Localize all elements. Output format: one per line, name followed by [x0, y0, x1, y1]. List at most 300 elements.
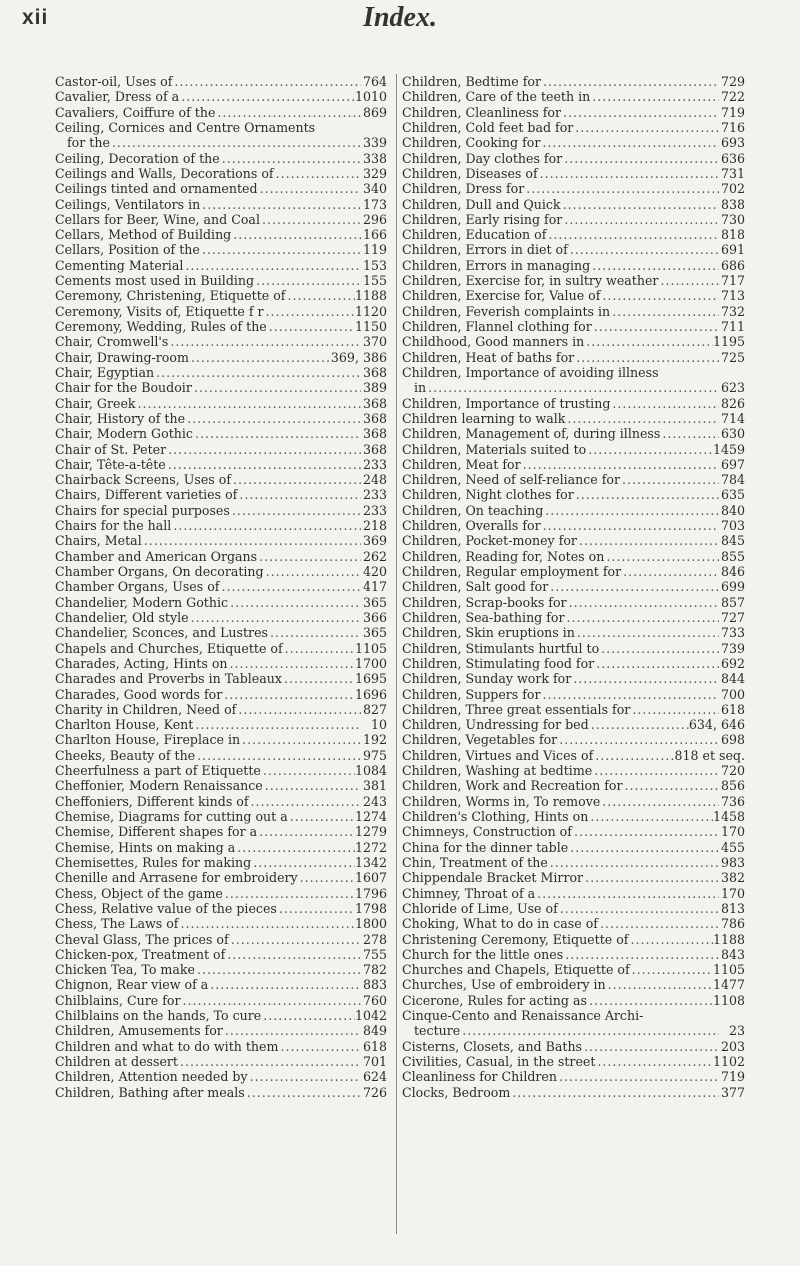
index-entry	[55, 1085, 387, 1100]
index-entry-page: 713	[720, 288, 745, 304]
index-entry-text: Cements most used in Building	[55, 273, 255, 289]
index-entry-page: 818 et seq.	[674, 747, 745, 763]
index-entry	[55, 518, 387, 533]
index-entry-page: 278	[362, 931, 387, 947]
index-entry	[55, 350, 387, 365]
index-entry-page: 377	[720, 1084, 745, 1100]
index-entry-text: Children, Stimulating food for	[402, 655, 595, 671]
index-entry	[402, 794, 745, 809]
index-entry-text: China for the dinner table	[402, 839, 569, 855]
dot-leader	[541, 518, 719, 533]
index-entry-text: Cellars, Position of the	[55, 242, 200, 258]
dot-leader	[599, 641, 719, 656]
index-entry-text: Children, Three great essentials for	[402, 701, 631, 717]
dot-leader	[168, 334, 361, 349]
index-entry-page: 634, 646	[688, 717, 745, 733]
dot-leader	[240, 732, 361, 747]
dot-leader	[630, 962, 713, 977]
index-entry-page: 369	[362, 533, 387, 549]
index-entry	[55, 457, 387, 472]
index-entry-page: 1342	[354, 854, 387, 870]
dot-leader	[195, 748, 361, 763]
index-entry-text: Cellars, Method of Building	[55, 227, 232, 243]
index-entry-page: 1695	[354, 671, 387, 687]
index-entry-text: Children, Overalls for	[402, 518, 541, 534]
index-entry-text: Ceilings tinted and ornamented	[55, 181, 258, 197]
dot-leader	[193, 717, 361, 732]
index-entry-page: 1477	[712, 977, 745, 993]
index-entry-page: 23	[728, 1023, 745, 1039]
index-entry	[402, 610, 745, 625]
index-entry-text: Chenille and Arrasene for embroidery	[55, 870, 298, 886]
index-entry	[55, 334, 387, 349]
index-entry-text: Children, Skin eruptions in	[402, 625, 575, 641]
index-entry-text: Children, Cooking for	[402, 135, 541, 151]
index-entry-text: Chairs, Different varieties of	[55, 487, 238, 503]
dot-leader	[628, 932, 712, 947]
index-entry	[402, 487, 745, 502]
index-entry-page: 1798	[354, 900, 387, 916]
index-entry-text: Children, Stimulants hurtful to	[402, 640, 600, 656]
index-entry-text: Castor-oil, Uses of	[55, 74, 173, 89]
index-entry-text: Chair, Tête-a-tête	[55, 456, 166, 472]
index-entry-page: 340	[362, 181, 387, 197]
index-entry-text: Chemise, Hints on making a	[55, 839, 236, 855]
dot-leader	[166, 457, 361, 472]
index-entry-page: 338	[362, 150, 387, 166]
dot-leader	[251, 855, 355, 870]
index-entry-page: 381	[362, 778, 387, 794]
index-entry	[55, 319, 387, 334]
index-entry-text: Chair, Drawing-room	[55, 349, 189, 365]
dot-leader	[288, 809, 355, 824]
index-entry-page: 389	[362, 380, 387, 396]
index-entry	[402, 1008, 745, 1023]
index-entry-page: 720	[720, 763, 745, 779]
index-entry-text: Children, Undressing for bed	[402, 717, 589, 733]
index-entry-text: Children learning to walk	[402, 410, 566, 426]
index-entry-text: Children, Care of the teeth in	[402, 89, 591, 105]
index-entry-text: Churches and Chapels, Etiquette of	[402, 962, 630, 978]
index-entry	[55, 380, 387, 395]
index-entry-text: Chair of St. Peter	[55, 441, 167, 457]
index-entry-text: Children, Heat of baths for	[402, 349, 575, 365]
dot-leader	[171, 518, 361, 533]
index-entry-page: 1696	[354, 686, 387, 702]
index-entry	[402, 166, 745, 181]
index-entry	[402, 962, 745, 977]
index-entry-page: 784	[720, 472, 745, 488]
index-entry-text: Children, Night clothes for	[402, 487, 574, 503]
index-entry-text: Children, Bathing after meals	[55, 1084, 245, 1100]
index-entry-text: Chilblains, Cure for	[55, 992, 181, 1008]
index-entry-page: 714	[720, 410, 745, 426]
index-entry	[402, 518, 745, 533]
index-entry-page: 755	[362, 946, 387, 962]
index-entry-page: 233	[362, 487, 387, 503]
index-entry-text: Children, Reading for, Notes on	[402, 548, 605, 564]
dot-leader	[524, 181, 719, 196]
dot-leader	[604, 549, 719, 564]
index-entry-page: 722	[720, 89, 745, 105]
index-entry-page: 845	[720, 533, 745, 549]
index-entry	[402, 151, 745, 166]
index-entry	[55, 288, 387, 303]
index-entry	[55, 120, 387, 135]
index-entry	[402, 671, 745, 686]
dot-leader	[658, 273, 719, 288]
dot-leader	[193, 426, 361, 441]
dot-leader	[565, 411, 719, 426]
index-entry	[55, 411, 387, 426]
dot-leader	[565, 610, 719, 625]
index-entry-text: Charlton House, Fireplace in	[55, 732, 241, 748]
dot-leader	[548, 855, 719, 870]
index-entry-text: Chandelier, Sconces, and Lustres	[55, 625, 268, 641]
index-entry-page: 846	[720, 564, 745, 579]
index-entry-page: 730	[720, 211, 745, 227]
index-entry-text: Cheeks, Beauty of the	[55, 747, 196, 763]
index-entry-text: for the	[67, 135, 110, 151]
index-entry-text: Children, Materials suited to	[402, 441, 587, 457]
dot-leader	[223, 1023, 361, 1038]
index-entry-text: Chair, Cromwell's	[55, 334, 169, 350]
index-entry	[402, 411, 745, 426]
index-entry-text: Cementing Material	[55, 257, 184, 273]
index-entry-text: Civilities, Casual, in the street	[402, 1054, 596, 1069]
index-entry	[402, 993, 745, 1008]
index-entry-text: Children, Importance of avoiding illness	[402, 364, 659, 380]
index-entry-page: 624	[362, 1069, 387, 1085]
dot-leader	[277, 901, 355, 916]
dot-leader	[274, 166, 361, 181]
index-entry-text: Children, Salt good for	[402, 579, 549, 595]
dot-leader	[231, 227, 361, 242]
column-divider	[396, 74, 397, 1234]
index-entry-text: Childhood, Good manners in	[402, 334, 585, 350]
index-entry-text: Chapels and Churches, Etiquette of	[55, 640, 283, 656]
dot-leader	[236, 702, 361, 717]
dot-leader	[195, 962, 361, 977]
index-entry-page: 732	[720, 303, 745, 319]
dot-leader	[263, 778, 361, 793]
index-entry-text: Children, Sunday work for	[402, 671, 572, 687]
index-entry-text: Chairs, Metal	[55, 533, 142, 549]
dot-leader	[245, 1085, 361, 1100]
index-entry	[402, 717, 745, 732]
dot-leader	[282, 671, 355, 686]
dot-leader	[189, 350, 331, 365]
index-entry-text: Children, Bedtime for	[402, 74, 541, 89]
dot-leader	[586, 442, 713, 457]
dot-leader	[590, 258, 719, 273]
index-entry-text: Children, Attention needed by	[55, 1069, 248, 1085]
dot-leader	[574, 487, 719, 502]
index-entry-page: 1195	[712, 334, 745, 350]
index-entry-page: 711	[720, 319, 745, 334]
index-entry-page: 262	[362, 548, 387, 564]
index-entry-text: Ceremony, Christening, Etiquette of	[55, 288, 286, 304]
dot-leader	[546, 227, 719, 242]
index-entry-page: 697	[720, 456, 745, 472]
dot-leader	[258, 181, 361, 196]
index-entry-page: 719	[720, 104, 745, 120]
index-entry	[402, 778, 745, 793]
index-entry-page: 739	[720, 640, 745, 656]
dot-leader	[540, 135, 719, 150]
index-entry	[55, 242, 387, 257]
index-entry-text: Chimneys, Construction of	[402, 824, 572, 840]
index-entry-page: 329	[362, 165, 387, 181]
dot-leader	[557, 732, 719, 747]
dot-leader	[577, 533, 719, 548]
index-entry-text: Ceremony, Wedding, Rules of the	[55, 319, 267, 334]
index-entry-page: 618	[720, 701, 745, 717]
index-entry-text: Children, Cleanliness for	[402, 104, 562, 120]
dot-leader	[610, 304, 719, 319]
index-entry	[55, 258, 387, 273]
dot-leader	[630, 702, 719, 717]
index-entry	[402, 579, 745, 594]
index-entry-page: 703	[720, 518, 745, 534]
dot-leader	[200, 242, 361, 257]
index-entry	[402, 702, 745, 717]
dot-leader	[541, 74, 719, 89]
index-entry-text: Children, Work and Recreation for	[402, 778, 623, 794]
dot-leader	[257, 824, 355, 839]
index-entry-page: 1700	[354, 655, 387, 671]
index-entry-page: 192	[362, 732, 387, 748]
dot-leader	[541, 687, 719, 702]
dot-leader	[235, 840, 355, 855]
index-entry	[55, 1008, 387, 1023]
index-entry-text: Cinque-Cento and Renaissance Archi-	[402, 1008, 644, 1024]
dot-leader	[582, 1039, 719, 1054]
index-entry	[55, 105, 387, 120]
index-entry-page: 166	[362, 227, 387, 243]
index-entry	[55, 549, 387, 564]
index-entry-text: Chamber Organs, Uses of	[55, 579, 220, 595]
index-entry	[402, 472, 745, 487]
index-entry-text: Chess, Relative value of the pieces	[55, 900, 277, 916]
dot-leader	[538, 166, 719, 181]
index-entry-page: 417	[362, 579, 387, 595]
index-entry	[402, 595, 745, 610]
dot-leader	[610, 396, 719, 411]
dot-leader	[600, 794, 719, 809]
index-entry-page: 717	[720, 273, 745, 289]
index-entry	[402, 809, 745, 824]
index-entry	[402, 824, 745, 839]
index-entry-page: 844	[720, 671, 745, 687]
index-entry-text: Chair, Greek	[55, 395, 136, 411]
dot-leader	[185, 411, 361, 426]
index-entry-page: 813	[720, 900, 745, 916]
dot-leader	[593, 748, 674, 763]
index-entry-page: 719	[720, 1069, 745, 1085]
dot-leader	[598, 916, 719, 931]
index-entry	[55, 916, 387, 931]
dot-leader	[574, 350, 719, 365]
dot-leader	[588, 809, 713, 824]
index-entry-text: Children, Dress for	[402, 181, 525, 197]
index-entry-page: 1607	[354, 870, 387, 886]
index-entry-text: Children, On teaching	[402, 502, 544, 518]
index-entry-page: 365	[362, 594, 387, 610]
index-entry	[402, 886, 745, 901]
index-entry-page: 296	[362, 211, 387, 227]
index-entry-text: Children, Meat for	[402, 456, 521, 472]
index-entry-text: Cheerfulness a part of Etiquette	[55, 763, 261, 779]
index-entry-page: 1108	[712, 992, 745, 1008]
index-entry-page: 173	[362, 196, 387, 212]
index-entry-text: Chess, The Laws of	[55, 916, 179, 932]
dot-leader	[298, 870, 355, 885]
index-entry-text: Children, Errors in diet of	[402, 242, 568, 258]
index-entry-text: Children, Diseases of	[402, 165, 538, 181]
index-entry	[55, 702, 387, 717]
index-entry-text: Children, Washing at bedtime	[402, 763, 593, 779]
index-entry	[402, 242, 745, 257]
index-entry-text: Ceiling, Decoration of the	[55, 150, 220, 166]
index-entry	[402, 932, 745, 947]
index-entry-text: Cavaliers, Coiffure of the	[55, 104, 216, 120]
dot-leader	[261, 1008, 355, 1023]
index-entry	[55, 533, 387, 548]
index-entry	[402, 365, 745, 380]
dot-leader	[268, 625, 361, 640]
dot-leader	[225, 947, 361, 962]
index-entry	[55, 89, 387, 104]
index-entry	[402, 135, 745, 150]
index-entry-text: Children, Regular employment for	[402, 564, 622, 579]
index-entry-page: 691	[720, 242, 745, 258]
index-entry	[55, 625, 387, 640]
dot-leader	[110, 135, 361, 150]
dot-leader	[622, 778, 719, 793]
index-entry-page: 233	[362, 502, 387, 518]
index-entry-text: Charades and Proverbs in Tableaux	[55, 671, 282, 687]
dot-leader	[231, 472, 361, 487]
index-entry	[402, 442, 745, 457]
index-entry-page: 883	[362, 977, 387, 993]
index-entry	[55, 1023, 387, 1038]
index-entry	[55, 135, 387, 150]
index-entry-text: Church for the little ones	[402, 946, 564, 962]
index-entry-page: 840	[720, 502, 745, 518]
index-entry-text: Chimney, Throat of a	[402, 885, 536, 901]
index-entry-text: Ceremony, Visits of, Etiquette f r	[55, 303, 264, 319]
index-entry-page: 857	[720, 594, 745, 610]
index-entry	[55, 442, 387, 457]
index-entry	[55, 732, 387, 747]
dot-leader	[285, 288, 354, 303]
index-entry-page: 368	[362, 395, 387, 411]
index-entry-text: Clocks, Bedroom	[402, 1084, 511, 1100]
index-entry	[55, 947, 387, 962]
index-column-right	[402, 74, 745, 1100]
dot-leader	[283, 641, 355, 656]
index-entry-text: Chicken-pox, Treatment of	[55, 946, 226, 962]
dot-leader	[562, 151, 719, 166]
dot-leader	[571, 671, 719, 686]
index-entry	[402, 564, 745, 579]
index-entry-page: 370	[362, 334, 387, 350]
index-entry-page: 366	[362, 609, 387, 625]
dot-leader	[230, 503, 361, 518]
dot-leader	[589, 717, 689, 732]
index-entry	[55, 365, 387, 380]
index-entry	[55, 396, 387, 411]
index-entry	[402, 503, 745, 518]
dot-leader	[142, 533, 361, 548]
index-entry-text: Chignon, Rear view of a	[55, 977, 209, 993]
index-entry-page: 827	[362, 701, 387, 717]
index-entry-text: tecture	[414, 1023, 461, 1039]
index-entry-text: Cleanliness for Children	[402, 1069, 557, 1085]
index-entry-text: Children, Feverish complaints in	[402, 303, 611, 319]
index-entry-text: Chicken Tea, To make	[55, 962, 195, 978]
index-entry	[402, 840, 745, 855]
dot-leader	[510, 1085, 719, 1100]
index-entry-page: 699	[720, 579, 745, 595]
dot-leader	[660, 426, 719, 441]
index-entry	[55, 151, 387, 166]
index-entry-text: Children, Day clothes for	[402, 150, 563, 166]
index-entry-text: Children, Amusements for	[55, 1023, 223, 1039]
index-entry	[55, 181, 387, 196]
index-entry-page: 1458	[712, 809, 745, 824]
index-entry-page: 1459	[712, 441, 745, 457]
dot-leader	[606, 977, 713, 992]
index-entry	[402, 533, 745, 548]
index-entry	[55, 763, 387, 778]
index-entry-text: Children at dessert	[55, 1054, 178, 1069]
index-entry-text: Children, Dull and Quick	[402, 196, 561, 212]
dot-leader	[264, 304, 355, 319]
index-entry	[55, 595, 387, 610]
index-entry-page: 855	[720, 548, 745, 564]
page-title: Index.	[363, 2, 437, 33]
dot-leader	[561, 197, 719, 212]
index-entry	[55, 840, 387, 855]
index-entry	[402, 304, 745, 319]
index-entry	[402, 1039, 745, 1054]
index-entry-text: Chemisettes, Rules for making	[55, 854, 252, 870]
dot-leader	[223, 886, 355, 901]
index-entry	[402, 288, 745, 303]
index-entry-page: 10	[370, 717, 387, 733]
dot-leader	[460, 1023, 719, 1038]
index-entry-text: Chemise, Different shapes for a	[55, 824, 258, 840]
index-entry	[402, 319, 745, 334]
dot-leader	[535, 886, 719, 901]
index-entry-page: 420	[362, 564, 387, 579]
index-entry	[55, 426, 387, 441]
index-entry-text: Children, Pocket-money for	[402, 533, 577, 549]
dot-leader	[192, 380, 361, 395]
index-entry-page: 838	[720, 196, 745, 212]
index-entry	[402, 396, 745, 411]
dot-leader	[215, 105, 361, 120]
index-entry	[402, 1085, 745, 1100]
index-entry-text: Children's Clothing, Hints on	[402, 809, 589, 824]
index-entry-text: Children, Education of	[402, 227, 547, 243]
index-entry-text: Chandelier, Modern Gothic	[55, 594, 229, 610]
index-entry	[55, 197, 387, 212]
index-entry	[55, 74, 387, 89]
index-entry	[55, 166, 387, 181]
